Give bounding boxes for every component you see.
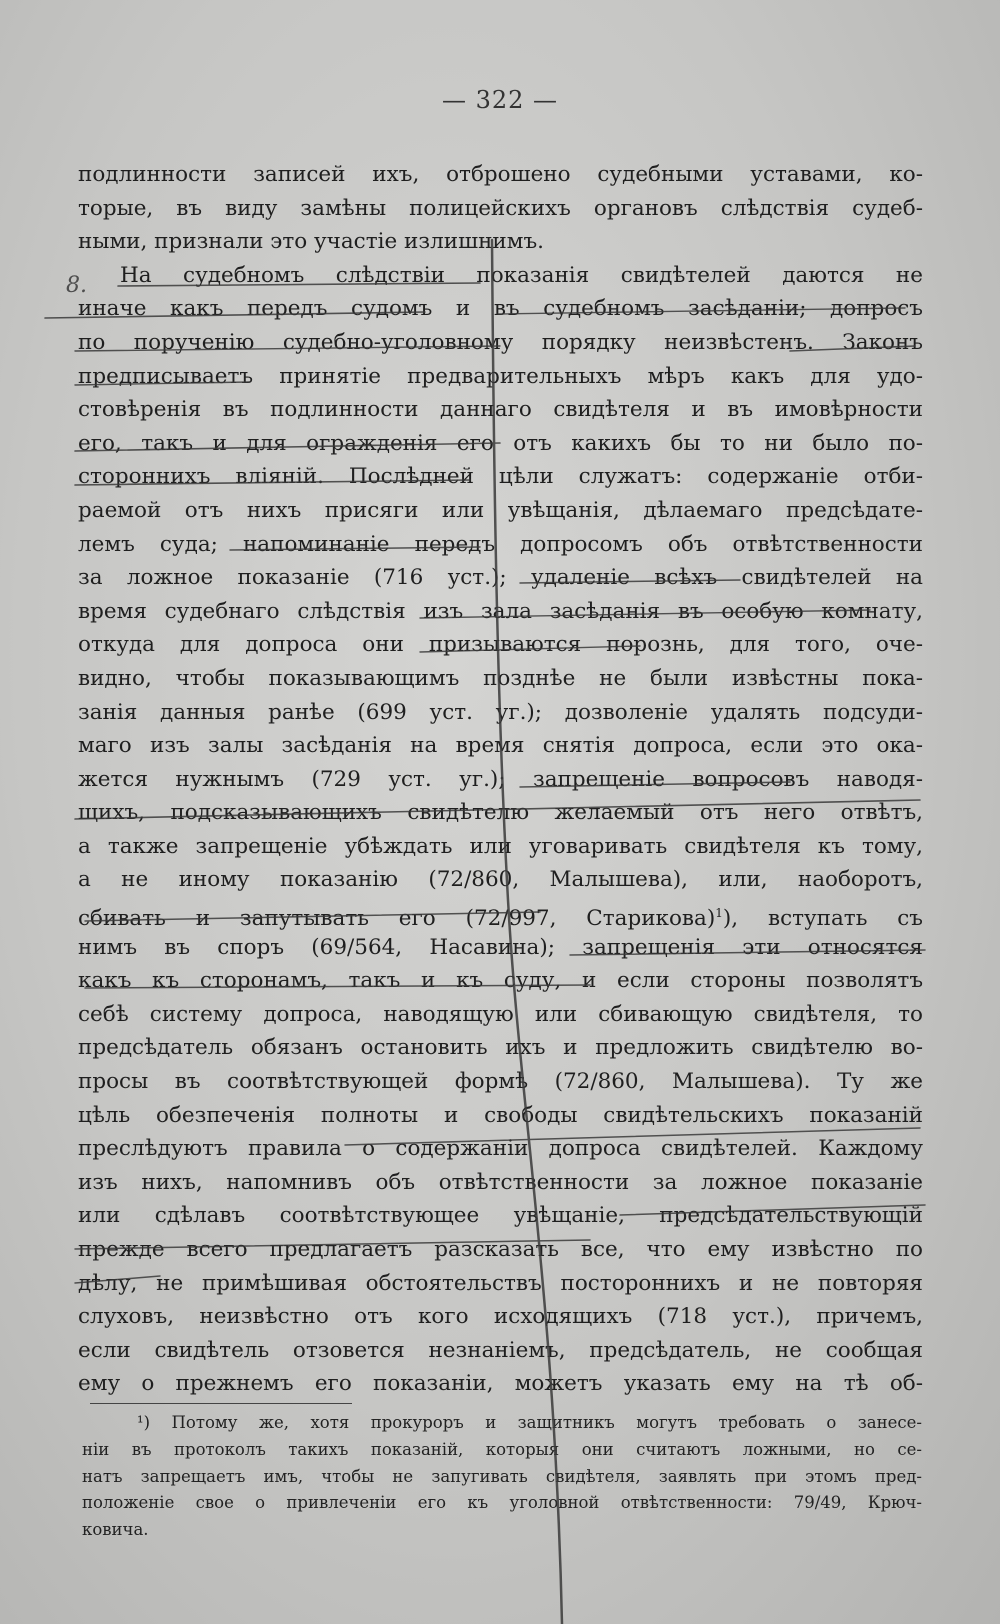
footnote-line: ковича. <box>82 1520 149 1540</box>
text-line: нимъ въ споръ (69/564, Насавина); запрещенія эти относятся <box>78 934 923 960</box>
text-line: лемъ суда; напоминаніе передъ допросомъ объ отвѣтственности <box>78 531 923 557</box>
text-line: предписываетъ принятіе предварительныхъ мѣръ какъ для удо- <box>78 363 923 389</box>
text-line-with-footnote <box>78 897 923 931</box>
text-line: стороннихъ вліяній. Послѣдней цѣли служатъ: содержаніе отби- <box>78 464 923 490</box>
text-line: жется нужнымъ (729 уст. уг.); запрещеніе вопросовъ наводя- <box>78 766 923 792</box>
text-line: подлинности записей ихъ, отброшено судебными уставами, ко- <box>78 162 923 187</box>
paragraph-start-line: На судебномъ слѣдствіи показанія свидѣтелей даются не <box>120 262 923 288</box>
text-line: за ложное показаніе (716 уст.); удаленіе всѣхъ свидѣтелей на <box>78 565 923 591</box>
text-line: торые, въ виду замѣны полицейскихъ органовъ слѣдствія судеб- <box>78 195 923 221</box>
text-line: просы въ соотвѣтствующей формѣ (72/860, Малышева). Ту же <box>78 1069 923 1095</box>
text-line: его, такъ и для огражденія его отъ какихъ бы то ни было по- <box>78 430 923 456</box>
text-line: занія данныя ранѣе (699 уст. уг.); дозволеніе удалять подсуди- <box>78 699 923 725</box>
text-line: себѣ систему допроса, наводящую или сбивающую свидѣтеля, то <box>78 1001 923 1027</box>
text-line: по порученію судебно-уголовному порядку неизвѣстенъ. Законъ <box>78 329 923 355</box>
footnote-line: положеніе свое о привлеченіи его къ уголовной отвѣтственности: 79/49, Крюч- <box>82 1493 922 1513</box>
text-line: а не иному показанію (72/860, Малышева), или, наоборотъ, <box>78 867 923 893</box>
text-line: стовѣренія въ подлинности даннаго свидѣтеля и въ имовѣрности <box>78 397 923 423</box>
text-line: маго изъ залы засѣданія на время снятія допроса, если это ока- <box>78 733 923 759</box>
text-line: ными, признали это участіе излишнимъ. <box>78 229 544 255</box>
text-line: откуда для допроса они призываются порознь, для того, оче- <box>78 632 923 658</box>
margin-mark: 8. <box>66 273 87 298</box>
text-line: видно, чтобы показывающимъ позднѣе не были извѣстны пока- <box>78 665 923 691</box>
text-line: какъ къ сторонамъ, такъ и къ суду, и если стороны позволятъ <box>78 968 923 994</box>
text-line: щихъ, подсказывающихъ свидѣтелю желаемый отъ него отвѣтъ, <box>78 800 923 826</box>
text-line: предсѣдатель обязанъ остановить ихъ и предложить свидѣтелю во- <box>78 1035 923 1061</box>
text-line: дѣлу, не примѣшивая обстоятельствъ постороннихъ и не повторяя <box>78 1270 923 1296</box>
text-line: или сдѣлавъ соотвѣтствующее увѣщаніе, предсѣдательствующій <box>78 1203 923 1229</box>
text-line: время судебнаго слѣдствія изъ зала засѣданія въ особую комнату, <box>78 598 923 624</box>
footnote <box>82 1410 922 1544</box>
text-segment: сбивать и запутывать его (72/997, Старикова) <box>78 906 716 932</box>
footnote-line: натъ запрещаетъ имъ, чтобы не запугивать свидѣтеля, заявлять при этомъ пред- <box>82 1466 922 1486</box>
footnote-line: ніи въ протоколъ такихъ показаній, которыя они считаютъ ложными, но се- <box>82 1439 922 1459</box>
text-line: а также запрещеніе убѣждать или уговаривать свидѣтеля къ тому, <box>78 833 923 859</box>
text-line: прежде всего предлагаетъ разсказать все, что ему извѣстно по <box>78 1237 923 1262</box>
footnote-marker: 1 <box>715 906 723 921</box>
text-line: изъ нихъ, напомнивъ объ отвѣтственности за ложное показаніе <box>78 1169 923 1195</box>
text-line: цѣль обезпеченія полноты и свободы свидѣтельскихъ показаній <box>78 1102 923 1128</box>
page-number: — 322 — <box>441 86 559 114</box>
text-line: иначе какъ передъ судомъ и въ судебномъ засѣданіи; допросъ <box>78 296 923 322</box>
text-line: ему о прежнемъ его показаніи, можетъ указать ему на тѣ об- <box>78 1371 923 1397</box>
text-line: преслѣдуютъ правила о содержаніи допроса свидѣтелей. Каждому <box>78 1136 923 1162</box>
footnote-line: ¹) Потому же, хотя прокуроръ и защитникъ могутъ требовать о занесе- <box>137 1413 922 1432</box>
footnote-divider <box>90 1403 352 1404</box>
text-line: раемой отъ нихъ присяги или увѣщанія, дѣлаемаго предсѣдате- <box>78 497 923 523</box>
body-text <box>78 158 923 1401</box>
text-segment: ), вступать съ <box>722 906 923 932</box>
text-line: если свидѣтель отзовется незнаніемъ, предсѣдатель, не сообщая <box>78 1337 923 1363</box>
text-line: слуховъ, неизвѣстно отъ кого исходящихъ (718 уст.), причемъ, <box>78 1304 923 1330</box>
